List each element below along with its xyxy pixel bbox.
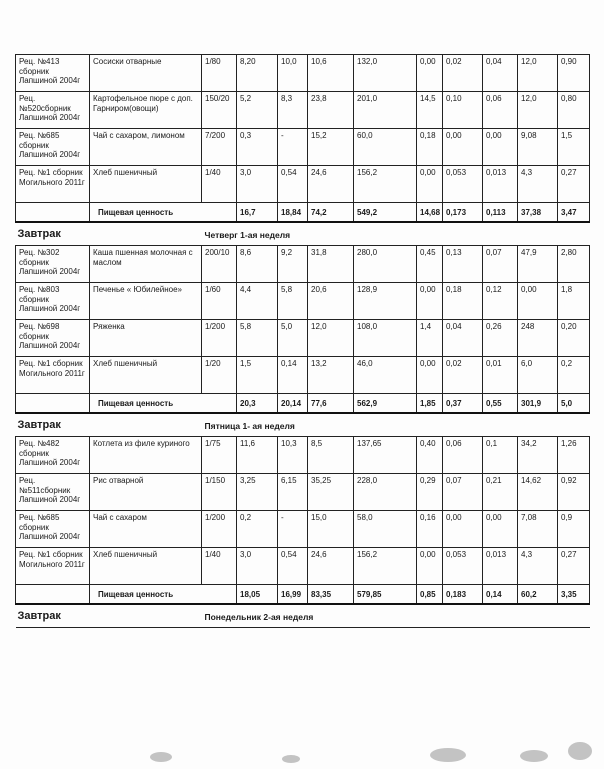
portion-cell: 1/80	[202, 55, 237, 92]
fat-cell: 10,3	[278, 437, 308, 474]
vitamin-b2-cell: 0,18	[443, 283, 483, 320]
day-header-row	[16, 604, 590, 628]
iron-cell: 0,92	[558, 474, 590, 511]
calcium-cell: 248	[518, 320, 558, 357]
vitamin-c-cell: 0,21	[483, 474, 518, 511]
protein-cell: 3,0	[237, 548, 278, 585]
total-vitamin-b2-cell: 0,37	[443, 394, 483, 414]
carbs-cell: 20,6	[308, 283, 354, 320]
table-row	[16, 55, 590, 92]
total-iron-cell: 3,47	[558, 203, 590, 223]
table-row	[16, 246, 590, 283]
total-vitamin-b1-cell: 14,68	[417, 203, 443, 223]
table-row	[16, 474, 590, 511]
calcium-cell: 0,00	[518, 283, 558, 320]
portion-cell: 1/60	[202, 283, 237, 320]
fat-cell: 8,3	[278, 92, 308, 129]
total-energy-cell: 549,2	[354, 203, 417, 223]
scan-speck	[150, 752, 172, 762]
portion-cell: 1/150	[202, 474, 237, 511]
portion-cell: 150/20	[202, 92, 237, 129]
total-vitamin-c-cell: 0,14	[483, 585, 518, 605]
fat-cell: -	[278, 511, 308, 548]
vitamin-b1-cell: 0,16	[417, 511, 443, 548]
menu-table	[15, 54, 590, 628]
table-row	[16, 166, 590, 203]
dish-name-cell: Рис отварной	[90, 474, 202, 511]
dish-name-cell: Каша пшенная молочная с маслом	[90, 246, 202, 283]
fat-cell: 9,2	[278, 246, 308, 283]
iron-cell: 0,2	[558, 357, 590, 394]
energy-cell: 60,0	[354, 129, 417, 166]
iron-cell: 0,20	[558, 320, 590, 357]
portion-cell: 7/200	[202, 129, 237, 166]
total-fat-cell: 16,99	[278, 585, 308, 605]
total-calcium-cell: 60,2	[518, 585, 558, 605]
table-row	[16, 92, 590, 129]
vitamin-b2-cell: 0,04	[443, 320, 483, 357]
protein-cell: 1,5	[237, 357, 278, 394]
total-iron-cell: 5,0	[558, 394, 590, 414]
vitamin-b2-cell: 0,053	[443, 548, 483, 585]
portion-cell: 1/40	[202, 548, 237, 585]
protein-cell: 0,2	[237, 511, 278, 548]
portion-cell: 1/40	[202, 166, 237, 203]
recipe-reference-cell: Рец. №511сборник Лапшиной 2004г	[16, 474, 90, 511]
table-row	[16, 511, 590, 548]
vitamin-b1-cell: 0,00	[417, 357, 443, 394]
protein-cell: 3,0	[237, 166, 278, 203]
energy-cell: 58,0	[354, 511, 417, 548]
nutrition-total-row	[16, 203, 590, 223]
carbs-cell: 15,2	[308, 129, 354, 166]
day-title: Пятница 1- ая неделя	[202, 413, 417, 437]
carbs-cell: 24,6	[308, 166, 354, 203]
calcium-cell: 12,0	[518, 55, 558, 92]
nutrition-total-row	[16, 394, 590, 414]
table-row	[16, 129, 590, 166]
day-header-row	[16, 222, 590, 246]
total-vitamin-b2-cell: 0,183	[443, 585, 483, 605]
protein-cell: 11,6	[237, 437, 278, 474]
carbs-cell: 8,5	[308, 437, 354, 474]
energy-cell: 156,2	[354, 166, 417, 203]
vitamin-c-cell: 0,013	[483, 166, 518, 203]
recipe-reference-cell: Рец. №520сборник Лапшиной 2004г	[16, 92, 90, 129]
calcium-cell: 4,3	[518, 548, 558, 585]
carbs-cell: 15,0	[308, 511, 354, 548]
protein-cell: 3,25	[237, 474, 278, 511]
vitamin-c-cell: 0,04	[483, 55, 518, 92]
total-energy-cell: 579,85	[354, 585, 417, 605]
nutrition-total-row	[16, 585, 590, 605]
energy-cell: 128,9	[354, 283, 417, 320]
energy-cell: 108,0	[354, 320, 417, 357]
table-row	[16, 357, 590, 394]
vitamin-b1-cell: 0,00	[417, 283, 443, 320]
total-calcium-cell: 301,9	[518, 394, 558, 414]
dish-name-cell: Сосиски отварные	[90, 55, 202, 92]
recipe-reference-cell: Рец. №413 сборник Лапшиной 2004г	[16, 55, 90, 92]
day-title: Четверг 1-ая неделя	[202, 222, 417, 246]
calcium-cell: 12,0	[518, 92, 558, 129]
table-row	[16, 283, 590, 320]
total-energy-cell: 562,9	[354, 394, 417, 414]
vitamin-b2-cell: 0,13	[443, 246, 483, 283]
vitamin-b2-cell: 0,07	[443, 474, 483, 511]
fat-cell: 0,54	[278, 548, 308, 585]
dish-name-cell: Чай с сахаром, лимоном	[90, 129, 202, 166]
dish-name-cell: Картофельное пюре с доп. Гарниром(овощи)	[90, 92, 202, 129]
total-protein-cell: 16,7	[237, 203, 278, 223]
scan-speck	[282, 755, 300, 763]
energy-cell: 46,0	[354, 357, 417, 394]
energy-cell: 156,2	[354, 548, 417, 585]
iron-cell: 1,5	[558, 129, 590, 166]
recipe-reference-cell: Рец. №803 сборник Лапшиной 2004г	[16, 283, 90, 320]
fat-cell: 5,0	[278, 320, 308, 357]
total-label: Пищевая ценность	[90, 585, 237, 605]
energy-cell: 132,0	[354, 55, 417, 92]
vitamin-c-cell: 0,01	[483, 357, 518, 394]
carbs-cell: 23,8	[308, 92, 354, 129]
scan-speck	[430, 748, 466, 762]
day-title: Понедельник 2-ая неделя	[202, 604, 417, 628]
vitamin-c-cell: 0,00	[483, 511, 518, 548]
total-vitamin-b1-cell: 1,85	[417, 394, 443, 414]
recipe-reference-cell: Рец. №1 сборник Могильного 2011г	[16, 357, 90, 394]
dish-name-cell: Ряженка	[90, 320, 202, 357]
dish-name-cell: Хлеб пшеничный	[90, 357, 202, 394]
carbs-cell: 12,0	[308, 320, 354, 357]
header-spacer	[417, 222, 590, 246]
vitamin-c-cell: 0,12	[483, 283, 518, 320]
vitamin-b2-cell: 0,02	[443, 357, 483, 394]
vitamin-c-cell: 0,013	[483, 548, 518, 585]
vitamin-c-cell: 0,06	[483, 92, 518, 129]
total-spacer	[16, 394, 90, 414]
carbs-cell: 31,8	[308, 246, 354, 283]
vitamin-b1-cell: 0,00	[417, 548, 443, 585]
recipe-reference-cell: Рец. №302 сборник Лапшиной 2004г	[16, 246, 90, 283]
header-spacer	[417, 604, 590, 628]
total-vitamin-b1-cell: 0,85	[417, 585, 443, 605]
total-vitamin-c-cell: 0,113	[483, 203, 518, 223]
total-vitamin-c-cell: 0,55	[483, 394, 518, 414]
total-carbs-cell: 74,2	[308, 203, 354, 223]
iron-cell: 0,27	[558, 166, 590, 203]
fat-cell: 6,15	[278, 474, 308, 511]
recipe-reference-cell: Рец. №482 сборник Лапшиной 2004г	[16, 437, 90, 474]
portion-cell: 1/200	[202, 511, 237, 548]
vitamin-b2-cell: 0,06	[443, 437, 483, 474]
vitamin-b1-cell: 14,5	[417, 92, 443, 129]
vitamin-b2-cell: 0,00	[443, 511, 483, 548]
vitamin-c-cell: 0,00	[483, 129, 518, 166]
total-carbs-cell: 83,35	[308, 585, 354, 605]
fat-cell: 0,14	[278, 357, 308, 394]
calcium-cell: 34,2	[518, 437, 558, 474]
protein-cell: 4,4	[237, 283, 278, 320]
vitamin-b2-cell: 0,02	[443, 55, 483, 92]
carbs-cell: 35,25	[308, 474, 354, 511]
iron-cell: 1,8	[558, 283, 590, 320]
vitamin-c-cell: 0,1	[483, 437, 518, 474]
dish-name-cell: Хлеб пшеничный	[90, 548, 202, 585]
carbs-cell: 13,2	[308, 357, 354, 394]
iron-cell: 0,9	[558, 511, 590, 548]
calcium-cell: 6,0	[518, 357, 558, 394]
total-protein-cell: 20,3	[237, 394, 278, 414]
vitamin-b1-cell: 0,45	[417, 246, 443, 283]
fat-cell: 0,54	[278, 166, 308, 203]
total-label: Пищевая ценность	[90, 394, 237, 414]
meal-title: Завтрак	[16, 413, 202, 437]
table-row	[16, 548, 590, 585]
dish-name-cell: Печенье « Юбилейное»	[90, 283, 202, 320]
energy-cell: 137,65	[354, 437, 417, 474]
vitamin-b1-cell: 0,00	[417, 166, 443, 203]
protein-cell: 0,3	[237, 129, 278, 166]
recipe-reference-cell: Рец. №685 сборник Лапшиной 2004г	[16, 129, 90, 166]
energy-cell: 280,0	[354, 246, 417, 283]
vitamin-b2-cell: 0,00	[443, 129, 483, 166]
calcium-cell: 9,08	[518, 129, 558, 166]
portion-cell: 1/20	[202, 357, 237, 394]
recipe-reference-cell: Рец. №1 сборник Могильного 2011г	[16, 548, 90, 585]
calcium-cell: 47,9	[518, 246, 558, 283]
portion-cell: 1/200	[202, 320, 237, 357]
vitamin-b1-cell: 1,4	[417, 320, 443, 357]
vitamin-b1-cell: 0,18	[417, 129, 443, 166]
calcium-cell: 14,62	[518, 474, 558, 511]
iron-cell: 0,27	[558, 548, 590, 585]
energy-cell: 201,0	[354, 92, 417, 129]
fat-cell: 5,8	[278, 283, 308, 320]
calcium-cell: 4,3	[518, 166, 558, 203]
vitamin-c-cell: 0,26	[483, 320, 518, 357]
protein-cell: 8,20	[237, 55, 278, 92]
recipe-reference-cell: Рец. №1 сборник Могильного 2011г	[16, 166, 90, 203]
calcium-cell: 7,08	[518, 511, 558, 548]
portion-cell: 200/10	[202, 246, 237, 283]
total-calcium-cell: 37,38	[518, 203, 558, 223]
fat-cell: -	[278, 129, 308, 166]
vitamin-b1-cell: 0,00	[417, 55, 443, 92]
table-row	[16, 320, 590, 357]
total-vitamin-b2-cell: 0,173	[443, 203, 483, 223]
total-fat-cell: 18,84	[278, 203, 308, 223]
scan-speck	[568, 742, 592, 760]
total-iron-cell: 3,35	[558, 585, 590, 605]
protein-cell: 5,2	[237, 92, 278, 129]
recipe-reference-cell: Рец. №685 сборник Лапшиной 2004г	[16, 511, 90, 548]
fat-cell: 10,0	[278, 55, 308, 92]
header-spacer	[417, 413, 590, 437]
iron-cell: 2,80	[558, 246, 590, 283]
day-header-row	[16, 413, 590, 437]
vitamin-b1-cell: 0,40	[417, 437, 443, 474]
portion-cell: 1/75	[202, 437, 237, 474]
dish-name-cell: Котлета из филе куриного	[90, 437, 202, 474]
iron-cell: 0,80	[558, 92, 590, 129]
protein-cell: 8,6	[237, 246, 278, 283]
carbs-cell: 10,6	[308, 55, 354, 92]
total-spacer	[16, 203, 90, 223]
dish-name-cell: Хлеб пшеничный	[90, 166, 202, 203]
carbs-cell: 24,6	[308, 548, 354, 585]
meal-title: Завтрак	[16, 222, 202, 246]
total-label: Пищевая ценность	[90, 203, 237, 223]
scan-speck	[520, 750, 548, 762]
total-carbs-cell: 77,6	[308, 394, 354, 414]
protein-cell: 5,8	[237, 320, 278, 357]
energy-cell: 228,0	[354, 474, 417, 511]
vitamin-b1-cell: 0,29	[417, 474, 443, 511]
vitamin-b2-cell: 0,053	[443, 166, 483, 203]
iron-cell: 0,90	[558, 55, 590, 92]
total-fat-cell: 20,14	[278, 394, 308, 414]
vitamin-c-cell: 0,07	[483, 246, 518, 283]
total-protein-cell: 18,05	[237, 585, 278, 605]
total-spacer	[16, 585, 90, 605]
iron-cell: 1,26	[558, 437, 590, 474]
recipe-reference-cell: Рец. №698 сборник Лапшиной 2004г	[16, 320, 90, 357]
dish-name-cell: Чай с сахаром	[90, 511, 202, 548]
vitamin-b2-cell: 0,10	[443, 92, 483, 129]
meal-title: Завтрак	[16, 604, 202, 628]
table-row	[16, 437, 590, 474]
